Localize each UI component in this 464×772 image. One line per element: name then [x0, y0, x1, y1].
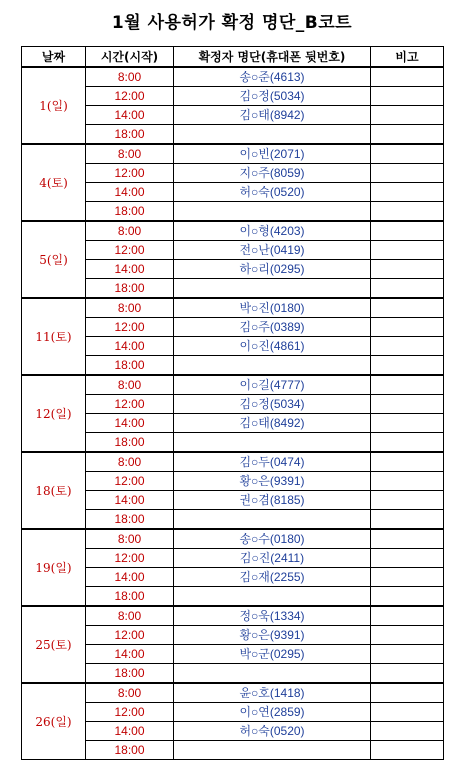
table-row — [22, 337, 444, 356]
name-cell: 이○길(4777) — [174, 375, 371, 395]
time-cell: 18:00 — [86, 356, 174, 376]
name-cell: 김○주(0389) — [174, 318, 371, 337]
name-cell — [174, 587, 371, 607]
note-cell — [371, 529, 444, 549]
table-row — [22, 568, 444, 587]
time-cell: 8:00 — [86, 221, 174, 241]
note-cell — [371, 664, 444, 684]
note-cell — [371, 703, 444, 722]
table-row — [22, 87, 444, 106]
date-cell: 5(일) — [22, 221, 86, 298]
name-cell — [174, 510, 371, 530]
time-cell: 14:00 — [86, 260, 174, 279]
name-cell: 권○겸(8185) — [174, 491, 371, 510]
note-cell — [371, 144, 444, 164]
note-cell — [371, 587, 444, 607]
time-cell: 18:00 — [86, 125, 174, 145]
name-cell: 이○진(4861) — [174, 337, 371, 356]
table-row — [22, 164, 444, 183]
table-row — [22, 395, 444, 414]
table-row — [22, 510, 444, 530]
time-cell: 12:00 — [86, 164, 174, 183]
table-row — [22, 260, 444, 279]
time-cell: 18:00 — [86, 279, 174, 299]
time-cell: 14:00 — [86, 183, 174, 202]
note-cell — [371, 202, 444, 222]
note-cell — [371, 87, 444, 106]
table-row — [22, 318, 444, 337]
schedule-body — [22, 67, 444, 760]
header-date: 날짜 — [22, 47, 86, 68]
table-row — [22, 645, 444, 664]
time-cell: 14:00 — [86, 722, 174, 741]
time-cell: 8:00 — [86, 298, 174, 318]
note-cell — [371, 298, 444, 318]
name-cell — [174, 202, 371, 222]
date-cell: 4(토) — [22, 144, 86, 221]
table-row — [22, 741, 444, 760]
table-row — [22, 683, 444, 703]
note-cell — [371, 568, 444, 587]
time-cell: 18:00 — [86, 664, 174, 684]
table-row — [22, 144, 444, 164]
note-cell — [371, 106, 444, 125]
table-row — [22, 202, 444, 222]
note-cell — [371, 125, 444, 145]
note-cell — [371, 722, 444, 741]
note-cell — [371, 164, 444, 183]
table-row — [22, 241, 444, 260]
header-note: 비고 — [371, 47, 444, 68]
date-cell: 18(토) — [22, 452, 86, 529]
note-cell — [371, 67, 444, 87]
time-cell: 12:00 — [86, 87, 174, 106]
time-cell: 8:00 — [86, 375, 174, 395]
schedule-table — [21, 46, 444, 760]
header-row — [22, 47, 444, 68]
date-cell: 1(일) — [22, 67, 86, 144]
header-name: 확정자 명단(휴대폰 뒷번호) — [174, 47, 371, 68]
time-cell: 14:00 — [86, 645, 174, 664]
time-cell: 14:00 — [86, 414, 174, 433]
table-row — [22, 549, 444, 568]
name-cell: 전○난(0419) — [174, 241, 371, 260]
table-row — [22, 529, 444, 549]
name-cell: 박○진(0180) — [174, 298, 371, 318]
note-cell — [371, 221, 444, 241]
note-cell — [371, 741, 444, 760]
table-row — [22, 356, 444, 376]
note-cell — [371, 606, 444, 626]
note-cell — [371, 452, 444, 472]
time-cell: 12:00 — [86, 395, 174, 414]
name-cell: 김○정(5034) — [174, 395, 371, 414]
note-cell — [371, 356, 444, 376]
time-cell: 8:00 — [86, 67, 174, 87]
table-row — [22, 414, 444, 433]
name-cell — [174, 356, 371, 376]
time-cell: 18:00 — [86, 202, 174, 222]
name-cell: 이○형(4203) — [174, 221, 371, 241]
time-cell: 8:00 — [86, 683, 174, 703]
time-cell: 18:00 — [86, 510, 174, 530]
date-cell: 19(일) — [22, 529, 86, 606]
name-cell: 이○연(2859) — [174, 703, 371, 722]
table-row — [22, 67, 444, 87]
note-cell — [371, 241, 444, 260]
table-row — [22, 221, 444, 241]
note-cell — [371, 279, 444, 299]
time-cell: 18:00 — [86, 587, 174, 607]
name-cell: 윤○호(1418) — [174, 683, 371, 703]
table-row — [22, 452, 444, 472]
table-row — [22, 491, 444, 510]
note-cell — [371, 395, 444, 414]
note-cell — [371, 318, 444, 337]
date-cell: 11(토) — [22, 298, 86, 375]
time-cell: 14:00 — [86, 568, 174, 587]
note-cell — [371, 260, 444, 279]
time-cell: 12:00 — [86, 549, 174, 568]
name-cell: 김○정(5034) — [174, 87, 371, 106]
name-cell: 이○빈(2071) — [174, 144, 371, 164]
date-cell: 25(토) — [22, 606, 86, 683]
note-cell — [371, 433, 444, 453]
note-cell — [371, 375, 444, 395]
name-cell: 지○주(8059) — [174, 164, 371, 183]
table-row — [22, 472, 444, 491]
table-row — [22, 587, 444, 607]
name-cell: 김○태(8492) — [174, 414, 371, 433]
name-cell: 허○숙(0520) — [174, 183, 371, 202]
name-cell: 황○은(9391) — [174, 626, 371, 645]
name-cell: 황○은(9391) — [174, 472, 371, 491]
time-cell: 12:00 — [86, 626, 174, 645]
note-cell — [371, 491, 444, 510]
name-cell: 김○두(0474) — [174, 452, 371, 472]
time-cell: 12:00 — [86, 703, 174, 722]
time-cell: 8:00 — [86, 529, 174, 549]
note-cell — [371, 183, 444, 202]
page-title: 1월 사용허가 확정 명단_B코트 — [111, 13, 353, 33]
time-cell: 8:00 — [86, 452, 174, 472]
time-cell: 8:00 — [86, 606, 174, 626]
name-cell: 송○준(4613) — [174, 67, 371, 87]
time-cell: 12:00 — [86, 318, 174, 337]
table-row — [22, 298, 444, 318]
table-row — [22, 606, 444, 626]
name-cell — [174, 664, 371, 684]
time-cell: 12:00 — [86, 241, 174, 260]
note-cell — [371, 683, 444, 703]
note-cell — [371, 414, 444, 433]
name-cell: 김○재(2255) — [174, 568, 371, 587]
time-cell: 8:00 — [86, 144, 174, 164]
header-time: 시간(시작) — [86, 47, 174, 68]
time-cell: 18:00 — [86, 433, 174, 453]
table-row — [22, 433, 444, 453]
date-cell: 26(일) — [22, 683, 86, 760]
note-cell — [371, 645, 444, 664]
note-cell — [371, 626, 444, 645]
time-cell: 14:00 — [86, 337, 174, 356]
time-cell: 12:00 — [86, 472, 174, 491]
time-cell: 18:00 — [86, 741, 174, 760]
table-row — [22, 106, 444, 125]
table-row — [22, 375, 444, 395]
note-cell — [371, 472, 444, 491]
table-row — [22, 626, 444, 645]
name-cell — [174, 741, 371, 760]
time-cell: 14:00 — [86, 106, 174, 125]
table-row — [22, 279, 444, 299]
name-cell: 김○태(8942) — [174, 106, 371, 125]
table-row — [22, 125, 444, 145]
name-cell — [174, 433, 371, 453]
table-row — [22, 722, 444, 741]
note-cell — [371, 510, 444, 530]
table-row — [22, 183, 444, 202]
date-cell: 12(일) — [22, 375, 86, 452]
table-row — [22, 664, 444, 684]
name-cell: 송○수(0180) — [174, 529, 371, 549]
note-cell — [371, 337, 444, 356]
time-cell: 14:00 — [86, 491, 174, 510]
name-cell: 허○숙(0520) — [174, 722, 371, 741]
name-cell: 김○진(2411) — [174, 549, 371, 568]
name-cell: 정○욱(1334) — [174, 606, 371, 626]
name-cell — [174, 279, 371, 299]
name-cell: 하○리(0295) — [174, 260, 371, 279]
name-cell — [174, 125, 371, 145]
table-row — [22, 703, 444, 722]
name-cell: 박○군(0295) — [174, 645, 371, 664]
note-cell — [371, 549, 444, 568]
